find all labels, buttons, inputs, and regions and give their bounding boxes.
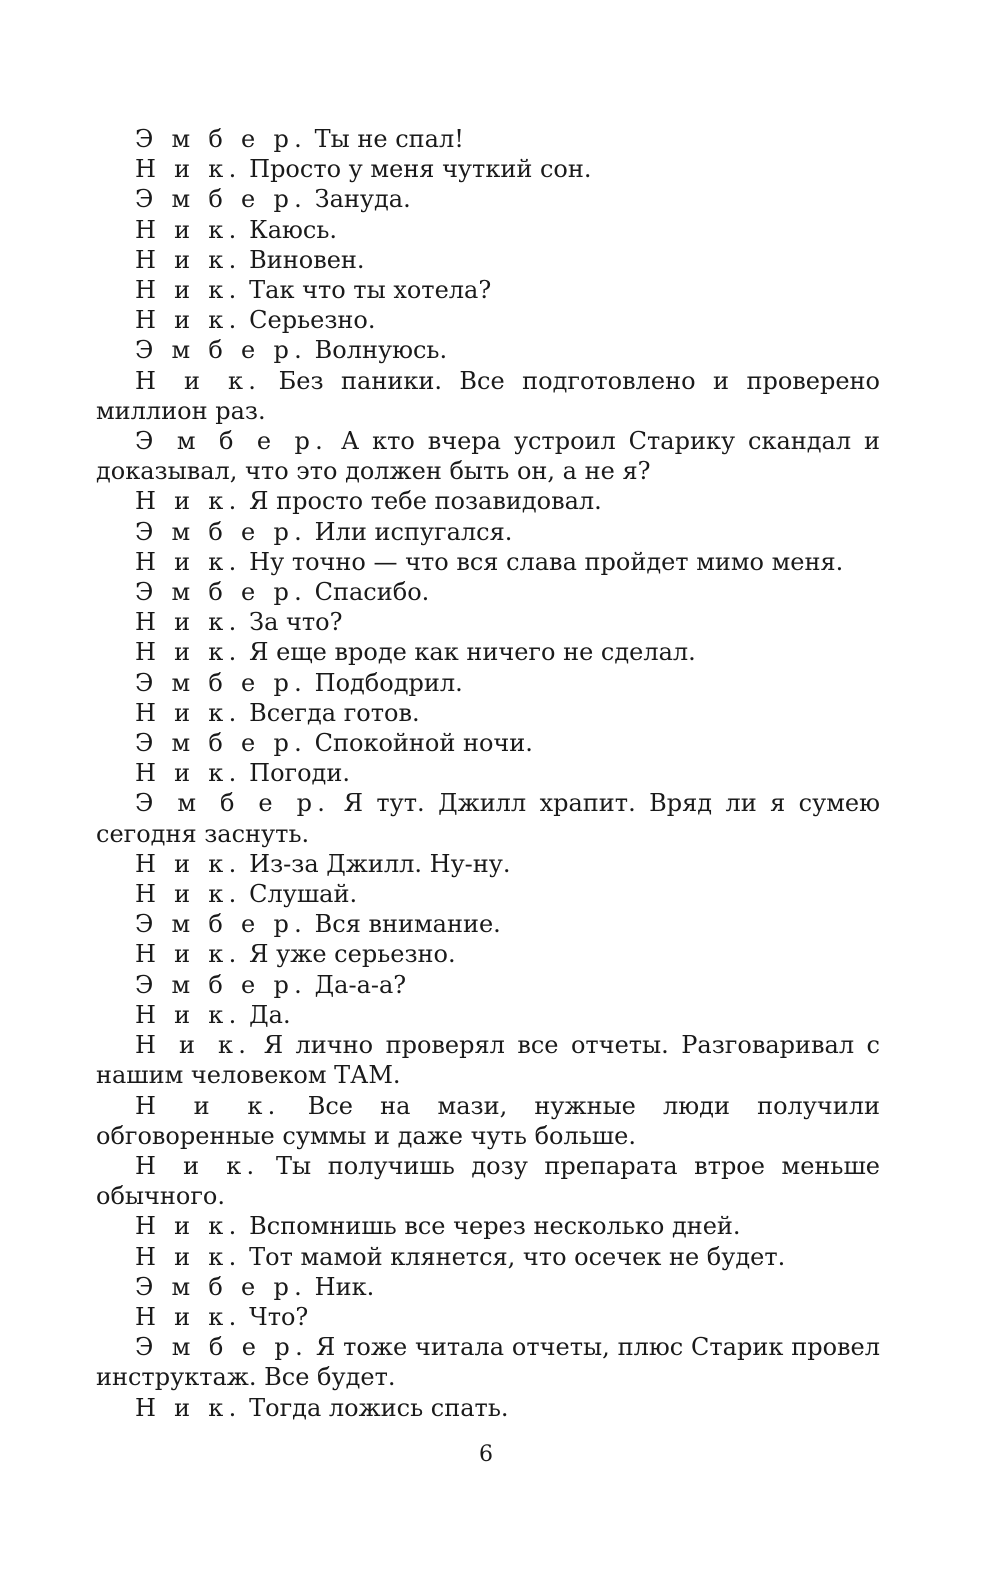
speaker-name: Н и к. [135,306,242,335]
dialogue-line [96,607,880,637]
dialogue-line [96,637,880,667]
dialogue-line [96,1242,880,1272]
speaker-name: Н и к. [135,1151,260,1180]
dialogue-text [96,124,880,1423]
line-text: Я еще вроде как ничего не сделал. [249,638,696,667]
dialogue-line [96,1151,880,1211]
line-text: Я лично проверял все отчеты. Разговаривал с нашим человеком ТАМ. [96,1031,880,1090]
dialogue-line [96,1393,880,1423]
line-text: За что? [249,608,343,637]
speaker-name: Н и к. [135,880,242,909]
speaker-name: Э м б е р. [135,125,307,153]
line-text: Да-а-а? [314,970,407,999]
dialogue-line [96,366,880,426]
line-text: Ты не спал! [314,125,464,153]
speaker-name: Э м б е р. [135,578,307,607]
dialogue-line [96,698,880,728]
dialogue-line [96,426,880,486]
speaker-name: Э м б е р. [135,970,307,999]
dialogue-line [96,154,880,184]
line-text: Спасибо. [314,578,430,607]
line-text: Всегда готов. [249,698,420,727]
dialogue-line [96,245,880,275]
speaker-name: Н и к. [135,1393,242,1422]
speaker-name: Э м б е р. [135,910,307,939]
speaker-name: Н и к. [135,1302,242,1331]
dialogue-line [96,849,880,879]
speaker-name: Н и к. [135,366,262,395]
dialogue-line [96,275,880,305]
line-text: Я просто тебе позавидовал. [249,487,602,516]
speaker-name: Н и к. [135,487,242,516]
speaker-name: Н и к. [135,1242,242,1271]
line-text: Тот мамой клянется, что осечек не будет. [249,1242,786,1271]
page-number: 6 [479,1442,493,1467]
line-text: Просто у меня чуткий сон. [249,155,592,184]
line-text: Я тут. Джилл храпит. Вряд ли я сумею сегодня заснуть. [96,789,880,848]
line-text: Я тоже читала отчеты, плюс Старик провел инструктаж. Все будет. [96,1333,880,1392]
line-text: Слушай. [249,880,358,909]
speaker-name: Э м б е р. [135,1272,307,1301]
dialogue-line [96,577,880,607]
line-text: Волнуюсь. [314,336,448,365]
dialogue-line [96,1000,880,1030]
dialogue-line [96,758,880,788]
speaker-name: Э м б е р. [135,427,329,456]
dialogue-line [96,939,880,969]
dialogue-line [96,124,880,154]
speaker-name: Н и к. [135,245,242,274]
line-text: Все на мази, нужные люди получили обговоренные суммы и даже чуть больше. [96,1091,881,1150]
speaker-name: Э м б е р. [135,1333,308,1362]
speaker-name: Н и к. [135,698,242,727]
dialogue-line [96,1302,880,1332]
line-text: Каюсь. [249,215,338,244]
line-text: Без паники. Все подготовлено и проверено миллион раз. [96,366,880,425]
speaker-name: Н и к. [135,940,242,969]
line-text: Виновен. [249,245,365,274]
speaker-name: Э м б е р. [135,185,307,214]
line-text: Ты получишь дозу препарата втрое меньше обычного. [96,1151,881,1211]
speaker-name: Н и к. [135,1031,252,1060]
dialogue-line [96,970,880,1000]
line-text: Вся внимание. [314,910,501,939]
dialogue-line [96,879,880,909]
line-text: А кто вчера устроил Старику скандал и доказывал, что это должен быть он, а не я? [96,427,880,486]
dialogue-line [96,305,880,335]
dialogue-line [96,1272,880,1302]
line-text: Зануда. [314,185,411,214]
line-text: Серьезно. [249,306,376,335]
line-text: Погоди. [249,759,350,788]
speaker-name: Э м б е р. [135,517,307,546]
speaker-name: Н и к. [135,1212,242,1241]
speaker-name: Э м б е р. [135,789,331,818]
dialogue-line [96,547,880,577]
speaker-name: Н и к. [135,215,242,244]
dialogue-line [96,788,880,848]
line-text: Спокойной ночи. [314,729,533,758]
line-text: Что? [249,1302,309,1331]
speaker-name: Э м б е р. [135,729,307,758]
speaker-name: Н и к. [135,759,242,788]
dialogue-line [96,1332,880,1392]
dialogue-line [96,184,880,214]
line-text: Из-за Джилл. Ну-ну. [249,849,511,878]
dialogue-line [96,1030,880,1090]
speaker-name: Н и к. [135,608,242,637]
dialogue-line [96,517,880,547]
line-text: Я уже серьезно. [249,940,456,969]
speaker-name: Н и к. [135,638,242,667]
speaker-name: Н и к. [135,155,242,184]
dialogue-line [96,668,880,698]
speaker-name: Н и к. [135,1091,281,1120]
dialogue-line [96,1091,880,1151]
line-text: Ну точно — что вся слава пройдет мимо меня. [249,547,844,576]
line-text: Так что ты хотела? [249,276,492,305]
line-text: Вспомнишь все через несколько дней. [249,1212,741,1241]
line-text: Подбодрил. [314,668,463,697]
dialogue-line [96,909,880,939]
dialogue-line [96,1211,880,1241]
line-text: Ник. [314,1272,375,1301]
speaker-name: Н и к. [135,547,242,576]
dialogue-line [96,486,880,516]
speaker-name: Н и к. [135,849,242,878]
speaker-name: Э м б е р. [135,668,307,697]
line-text: Да. [249,1000,291,1029]
speaker-name: Н и к. [135,276,242,305]
speaker-name: Э м б е р. [135,336,307,365]
dialogue-line [96,335,880,365]
line-text: Или испугался. [314,517,513,546]
line-text: Тогда ложись спать. [249,1393,509,1422]
dialogue-line [96,215,880,245]
speaker-name: Н и к. [135,1000,242,1029]
dialogue-line [96,728,880,758]
